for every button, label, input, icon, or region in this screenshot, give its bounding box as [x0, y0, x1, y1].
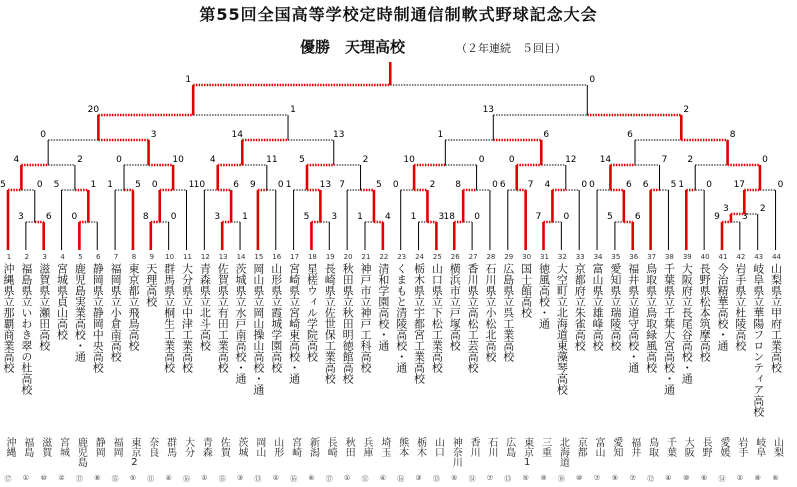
team-school: 京都府立朱雀高校	[573, 263, 587, 351]
s13-score-b: 6	[625, 180, 632, 190]
s15-score-b: 0	[706, 180, 713, 190]
team-region: ⑦	[593, 474, 601, 482]
team-school: 長野県松本筑摩高校	[698, 263, 712, 362]
team-region: ⑧	[754, 474, 761, 482]
r5-score-a: 5	[303, 212, 310, 222]
team-school: 岩手県立杜陵高校	[733, 263, 747, 351]
team-number: 19	[325, 253, 335, 261]
q2-score-a: 0	[116, 155, 122, 165]
r9-score-a: 7	[535, 212, 542, 222]
team-region: ⑤	[129, 474, 137, 482]
qf3-score-a: 1	[437, 130, 444, 140]
team-prefecture: 静岡	[93, 437, 105, 457]
s16-score-b: 0	[777, 180, 784, 190]
team-prefecture: 長崎	[325, 437, 337, 457]
team-prefecture: 新潟	[307, 437, 319, 457]
team-number: 7	[113, 253, 119, 261]
qf1-score-a: 0	[40, 130, 47, 140]
q2-score-b: 10	[172, 155, 184, 165]
team-number: 5	[78, 253, 83, 261]
team-school: 静岡県立静岡中央高校	[91, 263, 105, 373]
team-number: 36	[629, 253, 639, 261]
r1-score-b: 6	[45, 212, 52, 222]
team-region: ④	[665, 474, 672, 482]
qf3-score-b: 6	[543, 130, 550, 140]
team-number: 9	[149, 253, 155, 261]
team-region: ⑩	[576, 474, 583, 482]
r12-score-b: 2	[759, 204, 766, 214]
team-school: くまもと清陵高校・通	[394, 263, 408, 373]
team-school: 石川県立小松北高校	[483, 263, 497, 362]
team-number: 3	[42, 253, 47, 261]
r8-score-a: 18	[443, 212, 455, 222]
team-school: 山梨県立甲府工業高校	[769, 263, 783, 373]
team-number: 32	[557, 253, 567, 261]
final-score-a: 1	[185, 75, 192, 85]
tournament-title: 第55回全国高等学校定時制通信制軟式野球記念大会	[199, 5, 598, 24]
team-number: 15	[254, 253, 264, 261]
team-number: 42	[736, 253, 746, 261]
team-school: 天理高校	[144, 263, 158, 307]
team-prefecture: 岡山	[253, 437, 265, 457]
team-number: 30	[522, 253, 532, 261]
team-prefecture: 群馬	[164, 437, 176, 457]
team-number: 10	[165, 253, 175, 261]
team-region: ⑩	[683, 474, 690, 482]
r9-score-b: 0	[563, 212, 570, 222]
team-region: ⑤	[522, 474, 529, 482]
team-school: 富山県立雄峰高校	[591, 263, 605, 351]
team-region: ⑧	[94, 474, 101, 482]
q5-score-a: 10	[403, 155, 415, 165]
q1-score-a: 4	[13, 155, 20, 165]
team-number: 27	[468, 253, 478, 261]
team-prefecture: 山梨	[771, 437, 783, 457]
team-number: 17	[290, 253, 300, 261]
s3-score-b: 5	[135, 180, 141, 190]
team-school: 福井県立道守高校・通	[626, 263, 640, 373]
team-number: 29	[504, 253, 514, 261]
team-number: 39	[682, 253, 692, 261]
team-prefecture: 秋田	[343, 437, 355, 457]
team-school: 星槎ウィル学院高校	[305, 263, 319, 362]
team-prefecture: 京都	[575, 437, 587, 457]
s7-score-b: 13	[319, 180, 332, 190]
team-prefecture: 岐阜	[753, 437, 765, 457]
s7-score-a: 1	[285, 180, 292, 190]
team-number: 22	[379, 253, 389, 261]
team-prefecture: 茨城	[236, 437, 248, 457]
s2-score-a: 5	[53, 180, 60, 190]
team-number: 13	[218, 253, 228, 261]
team-number: 24	[415, 253, 424, 261]
team-number: 16	[272, 253, 282, 261]
team-number: 37	[647, 253, 657, 261]
team-number: 8	[131, 253, 137, 261]
q3-score-a: 4	[209, 155, 216, 165]
team-school: 国士館高校	[519, 263, 533, 318]
team-region: ①	[201, 474, 208, 482]
team-school: 福岡県立小倉南高校	[109, 263, 123, 362]
team-school: 山口県立下松工業高校	[430, 263, 444, 373]
team-school: 栃木県立宇都宮工業高校	[412, 263, 426, 384]
team-region: ④	[165, 474, 172, 482]
team-number: 44	[772, 253, 781, 261]
s6-score-b: 0	[277, 180, 284, 190]
team-region: ⑰	[325, 475, 333, 483]
team-number: 23	[397, 253, 407, 261]
team-number: 31	[540, 253, 549, 261]
r7-score-b: 3	[438, 212, 445, 222]
team-region: ⑤	[451, 474, 458, 482]
team-school: 徳風高校・通	[537, 263, 551, 329]
q8-score-b: 0	[762, 155, 768, 165]
team-number: 12	[200, 253, 210, 261]
qf4-score-a: 6	[627, 130, 633, 140]
team-number: 26	[450, 253, 460, 261]
team-region: ④	[379, 474, 386, 482]
team-school: 岡山県立岡山操山高校・通	[251, 263, 265, 395]
s8-score-a: 7	[339, 180, 346, 190]
sf1-score-a: 20	[87, 105, 100, 115]
team-prefecture: 富山	[593, 437, 605, 457]
team-school: 山形県立霞城学園高校	[269, 263, 283, 373]
s8-score-b: 5	[376, 180, 382, 190]
team-region: ⑱	[557, 475, 565, 483]
team-prefecture: 福島	[21, 437, 33, 457]
team-school: 福島県立いわき翠の杜高校	[19, 263, 33, 395]
team-school: 神戸市立神戸工科高校	[359, 263, 372, 373]
sf2-score-a: 13	[482, 105, 495, 115]
s15-score-a: 1	[678, 180, 685, 190]
team-region: ⑰	[75, 475, 83, 483]
r4-score-a: 3	[214, 212, 221, 222]
q6-score-b: 12	[565, 155, 577, 165]
team-region: ⑯	[290, 475, 298, 483]
team-region: ②	[58, 474, 65, 482]
team-region: ⑥	[701, 474, 708, 482]
team-school: 秋田県立秋田明徳館高校	[341, 263, 355, 384]
team-number: 20	[343, 253, 353, 261]
s4-score-a: 0	[151, 180, 158, 190]
s6-score-a: 9	[250, 180, 256, 190]
team-number: 43	[754, 253, 764, 261]
team-prefecture: 宮崎	[289, 437, 301, 457]
team-school: 東京都立飛鳥高校	[126, 263, 140, 351]
q4-score-b: 2	[362, 155, 369, 165]
team-school: 宮城県貞山高校	[55, 263, 69, 340]
team-school: 広島県立呉工業高校	[501, 263, 515, 362]
r5-score-b: 3	[331, 212, 338, 222]
s11-score-b: 7	[527, 180, 534, 190]
team-region: ⑨	[540, 474, 547, 482]
team-region: ⑬	[254, 475, 262, 483]
team-school: 群馬県立桐生工業高校	[162, 263, 176, 373]
sf1-score-b: 1	[290, 105, 296, 115]
team-region: ⑥	[308, 474, 315, 482]
team-school: 大分県立中津工業高校	[180, 263, 194, 373]
team-prefecture: 福岡	[111, 437, 123, 457]
s12-score-a: 4	[544, 180, 551, 190]
q7-score-a: 14	[599, 155, 612, 165]
team-prefecture: 佐賀	[218, 437, 230, 457]
s1-score-a: 5	[0, 180, 6, 190]
team-region: ⑮	[218, 475, 226, 483]
team-region: ③	[415, 474, 422, 482]
team-number: 41	[718, 253, 728, 261]
team-region: ⑦	[486, 474, 494, 482]
team-school: 大空町立北海道東藻琴高校	[555, 263, 569, 395]
team-region: ①	[22, 474, 29, 482]
team-number: 40	[700, 253, 710, 261]
team-prefecture: 岩手	[735, 437, 747, 457]
team-prefecture: 愛媛	[718, 437, 729, 457]
team-region: ⑩	[40, 474, 47, 482]
s2-score-b: 1	[90, 180, 97, 190]
team-prefecture: 香川	[468, 437, 480, 457]
team-prefecture: 福井	[628, 437, 640, 457]
r10-score-b: 6	[634, 212, 641, 222]
team-prefecture: 鹿児島	[75, 437, 87, 467]
team-region: ⑰	[4, 475, 12, 483]
team-number: 1	[6, 253, 12, 261]
s10-score-b: 0	[492, 180, 498, 190]
team-school: 大阪府立長尾谷高校・通	[680, 263, 694, 384]
s10-score-a: 8	[455, 180, 462, 190]
team-prefecture: 三重	[539, 437, 551, 457]
winner-label: 優勝 天理高校	[300, 38, 406, 56]
team-school: 長崎県立佐世保工業高校	[323, 263, 337, 384]
team-prefecture: 千葉	[664, 437, 676, 457]
team-school: 清和学園高校・通	[376, 263, 390, 351]
q7-score-b: 7	[661, 155, 668, 165]
qf4-score-b: 8	[729, 130, 736, 140]
r4-score-b: 1	[242, 212, 248, 222]
s5-score-a: 10	[193, 180, 206, 190]
r11-score-b: 3	[741, 212, 748, 222]
q3-score-b: 11	[266, 155, 278, 165]
q4-score-a: 5	[299, 155, 305, 165]
team-number: 4	[60, 253, 65, 261]
q6-score-a: 0	[508, 155, 515, 165]
team-number: 2	[24, 253, 30, 261]
team-prefecture: 北海道	[557, 437, 569, 467]
team-prefecture: 長野	[700, 437, 712, 457]
team-prefecture: 沖縄	[4, 437, 15, 457]
team-school: 今治精華高校・通	[716, 263, 729, 351]
team-number: 28	[486, 253, 496, 261]
team-region: ②	[736, 474, 743, 482]
team-region: ⑪	[361, 475, 369, 483]
team-region: ⑮	[111, 475, 119, 483]
team-school: 香川県立高松工芸高校	[466, 263, 480, 373]
team-region: ①	[344, 474, 351, 482]
team-prefecture: 山口	[432, 437, 444, 457]
q8-score-a: 2	[687, 155, 694, 165]
r10-score-a: 5	[607, 212, 613, 222]
team-prefecture: 熊本	[396, 437, 408, 457]
team-number: 35	[611, 253, 621, 261]
team-number: 18	[307, 253, 317, 261]
team-region: ⑨	[611, 474, 619, 482]
qf2-score-b: 13	[333, 130, 345, 140]
r6-score-a: 1	[357, 212, 363, 222]
team-number: 25	[432, 253, 442, 261]
team-prefecture: 青森	[200, 437, 212, 457]
q5-score-b: 0	[478, 155, 485, 165]
r8-score-b: 0	[474, 212, 480, 222]
team-region: ⑬	[504, 475, 512, 483]
team-school: 茨城県立水戸南高校・通	[234, 263, 248, 384]
s4-score-b: 1	[188, 180, 195, 190]
team-prefecture: 栃木	[414, 437, 426, 457]
team-prefecture: 石川	[485, 437, 497, 457]
s14-score-b: 5	[670, 180, 677, 190]
team-region: ⑪	[147, 475, 155, 483]
team-prefecture: 宮城	[57, 437, 69, 457]
team-school: 宮崎県立宮崎東高校・通	[287, 263, 301, 384]
team-school: 佐賀県立有田工業高校	[216, 263, 230, 373]
team-region: ⑥	[772, 474, 779, 482]
team-number: 6	[96, 253, 101, 261]
s9-score-a: 0	[392, 180, 399, 190]
s11-score-a: 6	[499, 180, 506, 190]
team-prefecture: 東京2	[128, 437, 140, 468]
s3-score-a: 1	[107, 180, 113, 190]
s14-score-a: 6	[642, 180, 649, 190]
team-prefecture: 大阪	[682, 437, 694, 457]
team-region: ⑭	[718, 475, 726, 483]
team-school: 沖縄県立那覇商業高校	[2, 263, 15, 373]
team-number: 38	[664, 253, 674, 261]
r7-score-a: 1	[410, 212, 417, 222]
final-score-b: 0	[589, 75, 596, 85]
s5-score-b: 6	[233, 180, 239, 190]
team-region: ⑭	[468, 475, 476, 483]
qf2-score-a: 14	[231, 130, 244, 140]
q1-score-b: 2	[77, 155, 83, 165]
winner-streak-label: （２年連続 ５回目）	[456, 42, 566, 55]
team-number: 21	[361, 253, 371, 261]
team-region: ②	[272, 474, 279, 482]
team-prefecture: 東京1	[521, 437, 533, 468]
team-school: 千葉県立千葉大宮高校・通	[662, 263, 676, 395]
team-school: 鳥取県立鳥取緑風高校	[644, 263, 658, 373]
r2-score-a: 0	[71, 212, 78, 222]
team-school: 横浜市立戸塚高校	[448, 263, 462, 351]
r3-score-b: 0	[170, 212, 177, 222]
qf1-score-b: 3	[150, 130, 157, 140]
team-prefecture: 鳥取	[646, 437, 658, 457]
team-number: 33	[575, 253, 585, 261]
team-school: 青森県立北斗高校	[198, 263, 212, 351]
r3-score-a: 8	[142, 212, 149, 222]
team-region: ⑬	[432, 475, 440, 483]
team-region: ③	[236, 474, 244, 482]
team-school: 鹿児島実業高校・通	[73, 263, 87, 362]
s9-score-b: 2	[429, 180, 436, 190]
team-prefecture: 大分	[182, 437, 194, 457]
team-number: 34	[593, 253, 603, 261]
team-prefecture: 奈良	[146, 437, 158, 457]
team-prefecture: 滋賀	[39, 437, 51, 457]
r12-score-a: 3	[723, 204, 729, 214]
team-school: 愛知県立瑞陵高校	[608, 263, 622, 351]
team-region: ⑫	[647, 475, 655, 483]
r6-score-b: 4	[384, 212, 391, 222]
team-prefecture: 愛知	[610, 437, 622, 457]
team-region: ⑦	[629, 474, 636, 482]
s13-score-a: 0	[589, 180, 595, 190]
team-prefecture: 山形	[271, 437, 283, 457]
r1-score-a: 3	[17, 212, 24, 222]
team-prefecture: 広島	[503, 437, 515, 457]
team-region: ⑯	[397, 475, 405, 483]
team-school: 滋賀県立瀬田高校	[37, 263, 51, 351]
r11-score-a: 9	[714, 212, 720, 222]
sf2-score-b: 2	[683, 105, 690, 115]
team-region: ⑯	[183, 475, 190, 483]
team-school: 岐阜県立華陽フロンティア高校	[751, 263, 765, 417]
team-number: 11	[183, 253, 192, 261]
team-prefecture: 兵庫	[361, 437, 372, 457]
s16-score-a: 17	[733, 180, 746, 190]
team-number: 14	[236, 253, 246, 261]
s1-score-b: 0	[36, 180, 43, 190]
team-prefecture: 神奈川	[450, 437, 462, 467]
s12-score-b: 0	[581, 180, 588, 190]
team-prefecture: 埼玉	[378, 437, 390, 457]
